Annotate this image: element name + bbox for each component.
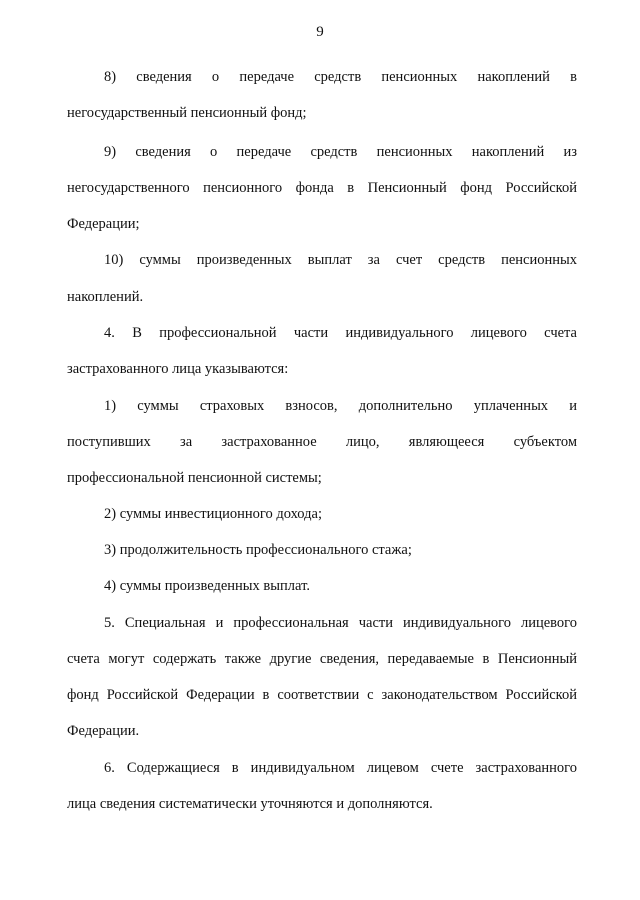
text-line-item-10-start: 10) суммы произведенных выплат за счет средств пенсионных	[104, 252, 577, 268]
text-line-item-9-end: Федерации;	[67, 216, 140, 232]
text-line-section-6-end: лица сведения систематически уточняются и дополняются.	[67, 796, 433, 812]
text-line-section-5-middle-2: фонд Российской Федерации в соответствии с законодательством Российской	[67, 687, 577, 703]
text-line-item-8-start: 8) сведения о передаче средств пенсионных накоплений в	[104, 69, 577, 85]
text-line-item-9-middle: негосударственного пенсионного фонда в Пенсионный фонд Российской	[67, 180, 577, 196]
text-line-item-10-end: накоплений.	[67, 289, 144, 305]
text-line-section-6-start: 6. Содержащиеся в индивидуальном лицевом счете застрахованного	[104, 760, 577, 776]
text-line-section-5-end: Федерации.	[67, 723, 140, 739]
text-line-item-8-end: негосударственный пенсионный фонд;	[67, 105, 307, 121]
text-line-subitem-4: 4) суммы произведенных выплат.	[104, 578, 310, 594]
text-line-subitem-2: 2) суммы инвестиционного дохода;	[104, 506, 322, 522]
text-line-subitem-1-middle: поступивших за застрахованное лицо, являющееся субъектом	[67, 434, 577, 450]
text-line-section-5-middle-1: счета могут содержать также другие сведения, передаваемые в Пенсионный	[67, 651, 577, 667]
text-line-subitem-1-end: профессиональной пенсионной системы;	[67, 470, 322, 486]
text-line-subitem-3: 3) продолжительность профессионального стажа;	[104, 542, 412, 558]
text-line-subitem-1-start: 1) суммы страховых взносов, дополнительно уплаченных и	[104, 398, 577, 414]
page-number: 9	[316, 24, 324, 40]
text-line-item-9-start: 9) сведения о передаче средств пенсионных накоплений из	[104, 144, 577, 160]
text-line-section-4-start: 4. В профессиональной части индивидуального лицевого счета	[104, 325, 577, 341]
text-line-section-5-start: 5. Специальная и профессиональная части индивидуального лицевого	[104, 615, 577, 631]
text-line-section-4-end: застрахованного лица указываются:	[67, 361, 289, 377]
